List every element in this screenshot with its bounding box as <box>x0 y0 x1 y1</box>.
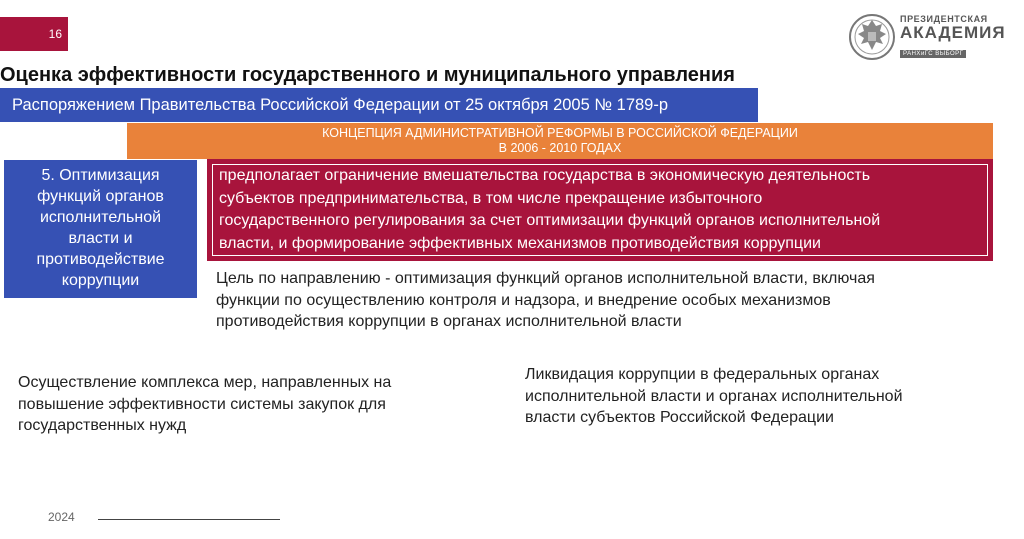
concept-line-1: КОНЦЕПЦИЯ АДМИНИСТРАТИВНОЙ РЕФОРМЫ В РОССИЙСКОЙ ФЕДЕРАЦИИ <box>322 126 798 140</box>
description-line: предполагает ограничение вмешательства государства в экономическую деятельность <box>219 167 871 184</box>
slide-number: 16 <box>0 17 68 51</box>
footer-divider <box>98 519 280 520</box>
description-line: власти, и формирование эффективных механизмов противодействия коррупции <box>219 234 821 252</box>
academy-logo <box>848 6 1006 68</box>
measure-line: Ликвидация коррупции в федеральных органах <box>525 366 880 383</box>
direction-line: власти и <box>68 230 133 247</box>
goal-line: противодействия коррупции в органах исполнительной власти <box>216 313 682 330</box>
goal-text <box>216 268 986 333</box>
goal-line: Цель по направлению - оптимизация функций органов исполнительной власти, включая <box>216 270 875 287</box>
description-frame <box>212 164 988 256</box>
decree-banner: Распоряжением Правительства Российской Федерации от 25 октября 2005 № 1789-р <box>0 88 758 122</box>
measure-line: исполнительной власти и органах исполнительной <box>525 387 903 405</box>
measure-corruption <box>525 364 975 429</box>
direction-line: коррупции <box>61 272 140 289</box>
description-line: государственного регулирования за счет оптимизации функций органов исполнительной <box>219 212 881 229</box>
measure-line: власти субъектов Российской Федерации <box>525 409 834 426</box>
direction-line: функций органов <box>37 188 164 205</box>
description-line: субъектов предпринимательства, в том числе прекращение избыточного <box>219 189 763 207</box>
direction-line: 5. Оптимизация <box>41 167 160 184</box>
direction-line: исполнительной <box>39 209 162 226</box>
measure-line: государственных нужд <box>18 417 187 434</box>
logo-line-2: АКАДЕМИЯ <box>900 23 1006 42</box>
page-title: Оценка эффективности государственного и муниципального управления <box>0 64 735 86</box>
description-box <box>207 159 993 261</box>
footer-year: 2024 <box>48 510 75 524</box>
logo-line-1: ПРЕЗИДЕНТСКАЯ <box>900 14 988 24</box>
measure-procurement <box>18 372 458 437</box>
direction-line: противодействие <box>36 251 165 268</box>
direction-box <box>4 160 197 298</box>
concept-banner <box>127 123 993 159</box>
measure-line: Осуществление комплекса мер, направленных на <box>18 374 392 391</box>
emblem-icon <box>848 8 896 66</box>
goal-line: функции по осуществлению контроля и надзора, и внедрение особых механизмов <box>216 291 831 309</box>
measure-line: повышение эффективности системы закупок для <box>18 395 386 413</box>
concept-line-2: В 2006 - 2010 ГОДАХ <box>498 141 622 155</box>
logo-line-3: РАНХиГС ВЫБОРГ <box>900 50 966 58</box>
